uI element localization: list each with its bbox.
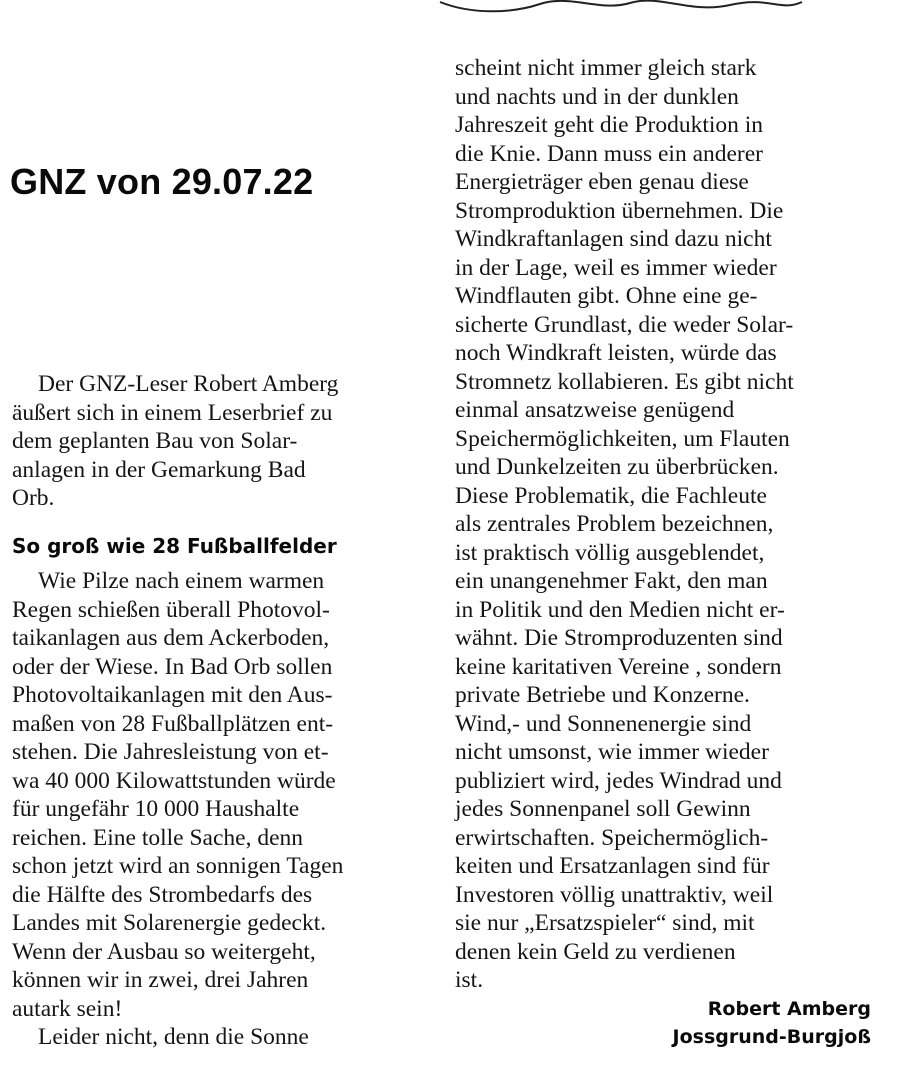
intro-line: äußert sich in einem Leserbrief zu [12, 399, 333, 426]
text-line: in der Lage, weil es immer wieder [455, 254, 777, 281]
text-line: Stromnetz kollabieren. Es gibt nicht [455, 368, 794, 395]
text-line: Investoren völlig unattraktiv, weil [455, 881, 774, 908]
handwriting-scribble-icon [430, 0, 810, 16]
text-line: denen kein Geld zu verdienen [455, 938, 736, 965]
text-line: Wenn der Ausbau so weitergeht, [12, 938, 316, 965]
text-line: erwirtschaften. Speichermöglich- [455, 824, 769, 851]
text-line: Energieträger eben genau diese [455, 169, 749, 195]
author-name: Robert Amberg [707, 998, 871, 1020]
text-line: autark sein! [12, 995, 123, 1022]
text-line: als zentrales Problem bezeichnen, [455, 511, 774, 537]
intro-line: Orb. [12, 485, 55, 511]
text-line: Speichermöglichkeiten, um Flauten [455, 425, 790, 452]
text-line: Windflauten gibt. Ohne eine ge- [455, 283, 758, 309]
text-line: keine karitativen Vereine , sondern [455, 653, 782, 680]
text-line: jedes Sonnenpanel soll Gewinn [455, 796, 751, 822]
text-line: einmal ansatzweise genügend [455, 397, 735, 423]
text-line: sicherte Grundlast, die weder Solar- [455, 311, 794, 338]
text-line: für ungefähr 10 000 Haushalte [12, 796, 300, 822]
text-line: Landes mit Solarenergie gedeckt. [12, 910, 327, 936]
text-line: private Betriebe und Konzerne. [455, 682, 750, 708]
text-line: nicht umsonst, wie immer wieder [455, 739, 769, 765]
text-line: noch Windkraft leisten, würde das [455, 340, 777, 366]
text-line: scheint nicht immer gleich stark [455, 55, 757, 81]
intro-paragraph [12, 370, 412, 513]
text-line: in Politik und den Medien nicht er- [455, 596, 785, 623]
text-line: können wir in zwei, drei Jahren [12, 967, 309, 993]
text-line: ein unangenehmer Fakt, den man [455, 568, 768, 594]
text-line: Regen schießen überall Photovol- [12, 596, 330, 623]
text-line: taikanlagen aus dem Ackerboden, [12, 625, 330, 651]
text-line: die Knie. Dann muss ein anderer [455, 140, 764, 167]
text-line: sie nur „Ersatzspieler“ sind, mit [455, 910, 755, 936]
author-signature [673, 995, 871, 1051]
text-line: Wind,- und Sonnenenergie sind [455, 710, 752, 737]
text-line: und Dunkelzeiten zu überbrücken. [455, 454, 779, 480]
page-title: GNZ von 29.07.22 [10, 161, 314, 202]
text-line: schon jetzt wird an sonnigen Tagen [12, 853, 344, 879]
letter-headline: So groß wie 28 Fußballfelder [12, 534, 337, 558]
text-line: Wie Pilze nach einem warmen [38, 568, 325, 594]
text-line: oder der Wiese. In Bad Orb sollen [12, 653, 333, 680]
intro-line: dem geplanten Bau von Solar- [12, 428, 298, 454]
text-line: Photovoltaikanlagen mit den Aus- [12, 682, 333, 708]
intro-line: Der GNZ-Leser Robert Amberg [38, 371, 339, 397]
letter-right-column [455, 54, 905, 995]
text-line: und nachts und in der dunklen [455, 83, 739, 110]
text-line: reichen. Eine tolle Sache, denn [12, 824, 304, 851]
text-line: maßen von 28 Fußballplätzen ent- [12, 710, 334, 737]
text-line: publiziert wird, jedes Windrad und [455, 767, 782, 794]
text-line: wa 40 000 Kilowattstunden würde [12, 767, 336, 794]
text-line: Stromproduktion übernehmen. Die [455, 197, 784, 224]
letter-left-column [12, 567, 412, 1052]
text-line: Jahreszeit geht die Produktion in [455, 112, 764, 138]
text-line: keiten und Ersatzanlagen sind für [455, 853, 770, 879]
intro-line: anlagen in der Gemarkung Bad [12, 456, 306, 483]
text-line: ist. [455, 967, 484, 993]
author-place: Jossgrund-Burgjoß [672, 1026, 871, 1048]
text-line: Diese Problematik, die Fachleute [455, 482, 767, 509]
text-line: Leider nicht, denn die Sonne [38, 1024, 309, 1050]
text-line: Windkraftanlagen sind dazu nicht [455, 226, 772, 252]
text-line: stehen. Die Jahresleistung von et- [12, 739, 329, 765]
text-line: die Hälfte des Strombedarfs des [12, 881, 313, 908]
text-line: wähnt. Die Stromproduzenten sind [455, 625, 783, 651]
text-line: ist praktisch völlig ausgeblendet, [455, 539, 765, 566]
